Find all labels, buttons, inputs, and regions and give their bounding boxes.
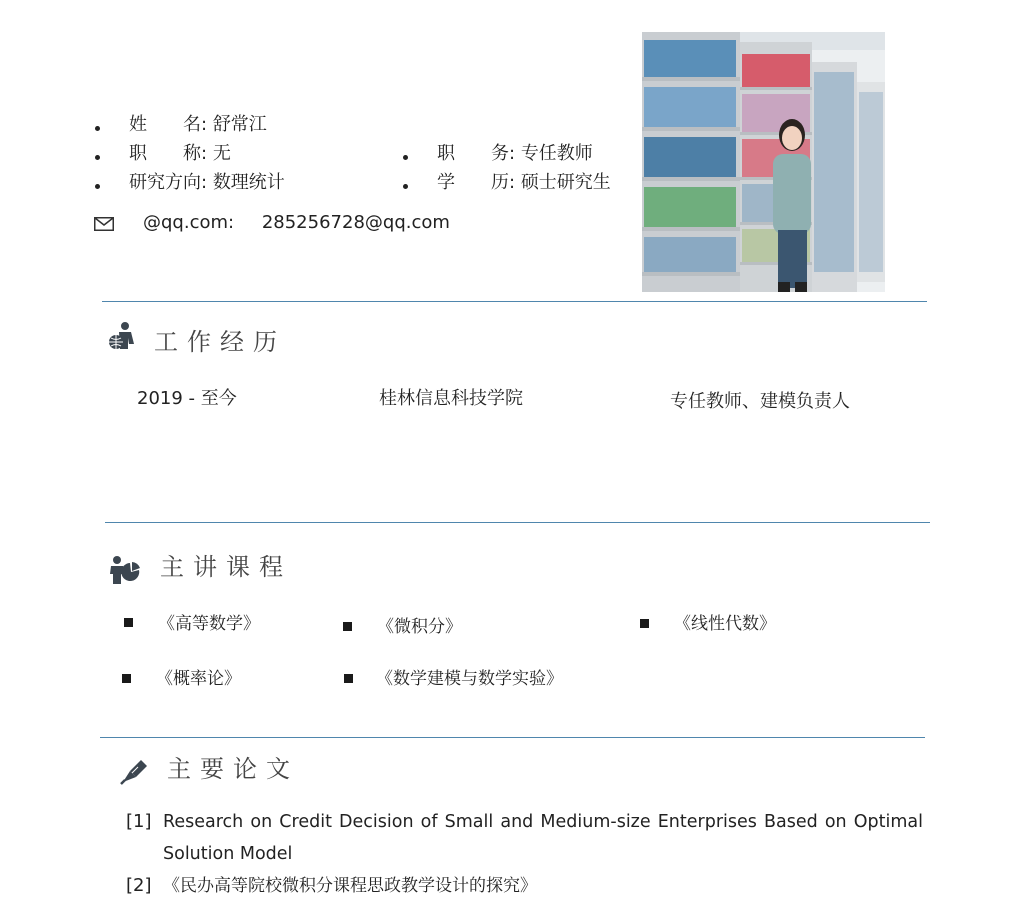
- worker-icon: [107, 321, 137, 351]
- envelope-icon: [94, 216, 114, 230]
- section-title-courses: 主讲课程: [160, 553, 292, 581]
- divider-line: [102, 301, 927, 302]
- title-row: 职 称: 无: [129, 143, 231, 164]
- work-org: 桂林信息科技学院: [379, 388, 523, 409]
- section-title-work: 工作经历: [154, 328, 286, 356]
- position-row: 职 务: 专任教师: [437, 143, 593, 164]
- divider-line: [105, 522, 930, 523]
- divider-line: [100, 737, 925, 738]
- title-value: 无: [212, 143, 231, 164]
- list-bullet-square: [344, 674, 353, 683]
- paper-index: [1]: [126, 811, 152, 832]
- research-value: 数理统计: [212, 172, 285, 193]
- list-bullet-square: [122, 674, 131, 683]
- research-row: 研究方向: 数理统计: [129, 172, 285, 193]
- course-item: 《概率论》: [156, 669, 241, 689]
- work-role: 专任教师、建模负责人: [670, 391, 850, 412]
- title-label: 职 称: [129, 143, 201, 164]
- pen-icon: [119, 756, 149, 786]
- degree-label: 学 历: [437, 172, 509, 193]
- course-item: 《线性代数》: [674, 614, 776, 634]
- list-bullet-square: [124, 618, 133, 627]
- course-item: 《微积分》: [377, 617, 462, 637]
- paper-index: [2]: [126, 875, 152, 896]
- name-value: 舒常江: [212, 114, 267, 135]
- degree-value: 硕士研究生: [520, 172, 611, 193]
- name-row: 姓 名: 舒常江: [129, 114, 267, 135]
- list-bullet-square: [640, 619, 649, 628]
- email-value[interactable]: 285256728@qq.com: [261, 212, 450, 233]
- bullet: [95, 155, 100, 160]
- degree-row: 学 历: 硕士研究生: [437, 172, 611, 193]
- position-value: 专任教师: [520, 143, 593, 164]
- name-label: 姓 名: [129, 114, 201, 135]
- paper-title: Research on Credit Decision of Small and Medium-size Enterprises Based on Optimal Solution Model: [163, 812, 923, 864]
- section-title-papers: 主要论文: [167, 755, 299, 783]
- email-label: @qq.com:: [143, 212, 235, 233]
- email-row: [143, 212, 450, 234]
- bullet: [95, 184, 100, 189]
- teacher-chart-icon: [110, 555, 142, 585]
- paper-title: 《民办高等院校微积分课程思政教学设计的探究》: [163, 876, 537, 896]
- course-item: 《高等数学》: [158, 614, 260, 634]
- portrait-photo: [642, 32, 885, 292]
- work-period: 2019 - 至今: [137, 388, 237, 409]
- research-label: 研究方向: [129, 172, 201, 193]
- position-label: 职 务: [437, 143, 509, 164]
- course-item: 《数学建模与数学实验》: [376, 669, 563, 689]
- bullet: [403, 184, 408, 189]
- bullet: [95, 126, 100, 131]
- bullet: [403, 155, 408, 160]
- list-bullet-square: [343, 622, 352, 631]
